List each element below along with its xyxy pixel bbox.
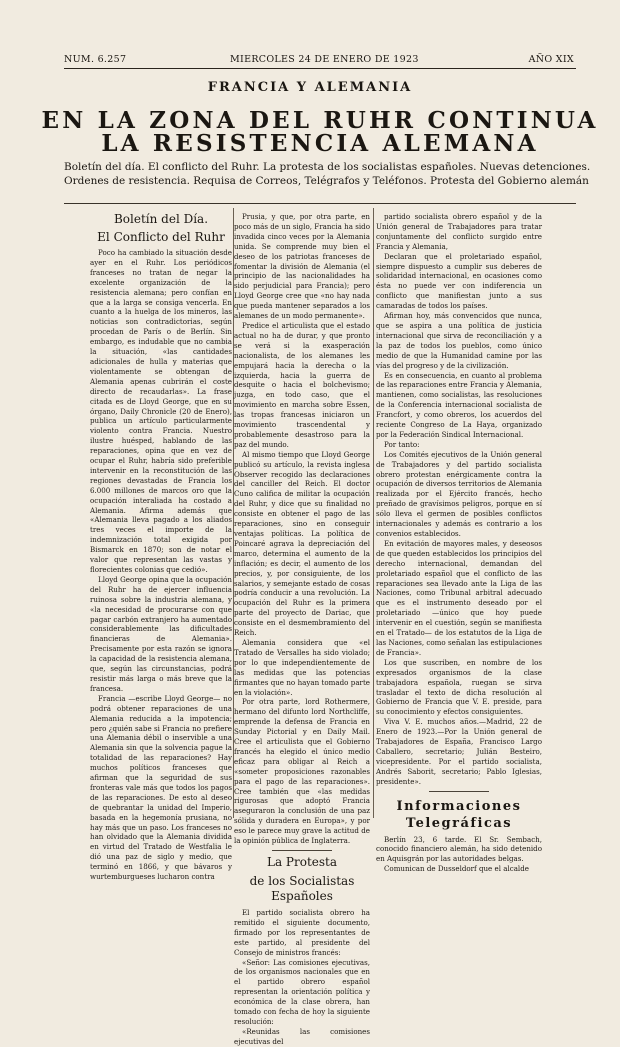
paragraph: Los Comités ejecutivos de la Unión general de Trabajadores y del partido socialista obrero protestan enérgicamente contra la ocupación de diversos territorios de Alemania realizada por el Ejército francés, hecho preñado de gravísimos peligros, porque en sí sólo lleva el germen de posibles conflictos internacionales y además es contrario a los convenios establecidos. <box>376 449 542 538</box>
paragraph: «Reunidas las comisiones ejecutivas del <box>234 1026 370 1046</box>
divider <box>64 203 576 204</box>
masthead <box>64 52 576 69</box>
paragraph: Berlín 23, 6 tarde. El Sr. Sembach, conocido financiero alemán, ha sido detenido en Aquisgrán por las autoridades belgas. <box>376 834 542 864</box>
paragraph: Por tanto: <box>384 439 420 449</box>
column-1 <box>90 212 232 882</box>
paragraph: Los que suscriben, en nombre de los expresados organismos de la clase trabajadora española, ruegan se sirva trasladar el texto de dicha resolución al Gobierno de Francia que V. E. preside, para su conocimiento y efectos consiguientes. <box>376 657 542 717</box>
column-heading: La Protesta <box>266 855 338 869</box>
headline-line-2: LA RESISTENCIA ALEMANA <box>101 130 539 157</box>
subhead-line: Boletín del día. El conflicto del Ruhr. La protesta de los socialistas españoles. Nuevas detenciones. <box>64 161 591 173</box>
column-3 <box>376 212 542 874</box>
ornament-divider <box>429 791 489 792</box>
paragraph: Poco ha cambiado la situación desde ayer en el Ruhr. Los periódicos franceses no tratan de negar la excelente organización de la resistencia alemana; pero confían en que a la larga se consiga vencerla. En cuanto a la huelga de los mineros, las noticias son contradictorias, según procedan de París o de Berlín. Sin embargo, es indudable que no cambia la situación, «las cantidades adicionales de hulla y materias que violentamente se obtengan de Alemania apenas cubrirán el coste directo de recaudarlas». La frase citada es de Lloyd George, que en su órgano, Daily Chronicle (20 de Enero), publica un artículo particularmente violento contra Francia. Nuestro ilustre huésped, hablando de las reparaciones, opina que en vez de ocupar el Ruhr, habría sido preferible intervenir en la reconstitución de las regiones devastadas de Francia los 6.000 millones de marcos oro que la ocupación interaliada ha costado a Alemania. Afirma además que «Alemania lleva pagado a los aliados tres veces el importe de la indemnización total exigida por Bismarck en 1870; son de notar el valor que representan las vastas y florecientes colonias que cedió». <box>90 248 232 574</box>
issue-date: MIERCOLES 24 DE ENERO DE 1923 <box>230 54 419 65</box>
paragraph: partido socialista obrero español y de la Unión general de Trabajadores para tratar conjuntamente del conflicto surgido entre Francia y Alemania, <box>376 212 542 251</box>
paragraph: Prusia, y que, por otra parte, en poco más de un siglo, Francia ha sido invadida cinco veces por la Alemania unida. Se comprende muy bien el deseo de los patriotas franceses de fomentar la división de Alemania (el principio de las nacionalidades ha sido perjudicial para Francia); pero Lloyd George cree que «no hay nada que pueda mantener separados a los alemanes de un modo permanente». <box>234 212 370 321</box>
paragraph: El partido socialista obrero ha remitido el siguiente documento, firmado por los representantes de este partido, al presidente del Consejo de ministros francés: <box>234 908 370 957</box>
column-heading: Boletín del Día. <box>113 212 209 226</box>
column-heading: El Conflicto del Ruhr <box>97 230 225 244</box>
issue-year: AÑO XIX <box>528 54 574 65</box>
paragraph: Alemania considera que «el Tratado de Versalles ha sido violado; por lo que independientemente de las medidas que las potencias firmantes que no hayan tomado parte en la violación». <box>234 637 370 697</box>
paragraph: Viva V. E. muchos años.—Madrid, 22 de Enero de 1923.—Por la Unión general de Trabajadores de España, Francisco Largo Caballero, secretario; Julián Besteiro, vicepresidente. Por el partido socialista, Andrés Saborit, secretario; Pablo Iglesias, presidente». <box>376 717 542 786</box>
subhead-line: Ordenes de resistencia. Requisa de Correos, Telégrafos y Teléfonos. Protesta del Gobierno alemán <box>64 175 589 187</box>
paragraph: Es en consecuencia, en cuanto al problema de las reparaciones entre Francia y Alemania, mantienen, como socialistas, las resoluciones de la Conferencia internacional socialista de Francfort, y como obreros, los acuerdos del reciente Congreso de La Haya, organizado por la Federación Sindical Internacional. <box>376 370 542 439</box>
headline-line-1: EN LA ZONA DEL RUHR CONTINUA <box>41 107 599 134</box>
ornament-divider <box>272 850 332 851</box>
column-2 <box>234 212 370 1046</box>
column-divider <box>373 208 374 818</box>
paragraph: Lloyd George opina que la ocupación del Ruhr ha de ejercer influencia ruinosa sobre la industria alemana, y «la necesidad de procurarse con que pagar carbón extranjero ha aumentado considerablemente las dificultades financieras de Alemania». Precisamente por esta razón se ignora la capacidad de la resistencia alemana, que, según las circunstancias, podrá resistir más larga o más breve que la francesa. <box>90 574 232 693</box>
paragraph: Francia —escribe Lloyd George— no podrá obtener reparaciones de una Alemania reducida a la impotencia; pero ¿quién sabe si Francia no prefiere una Alemania débil o inservible a una Alemania sin que la solvencia pague la totalidad de las reparaciones? Hay muchos políticos franceses que afirman que la seguridad de sus fronteras vale más que todos los pagos de las reparaciones. De esto al deseo de quebrantar la unidad del Imperio, basada en la hegemonía prusiana, no hay más que un paso. Los franceses no han olvidado que la Alemania dividida en virtud del Tratado de Westfalia le dió una paz de siglo y medio, que terminó en 1866, y que bávaros y wurtemburgueses lucharon contra <box>90 693 232 882</box>
column-heading: Informaciones Telegráficas <box>396 798 522 831</box>
paragraph: Predice el articulista que el estado actual no ha de durar, y que pronto se verá si la exasperación nacionalista, de los alemanes les empujará hacia la derecha o la izquierda, hacia la guerra de desquite o hacia el bolchevismo; juzga, en todo caso, que el movimiento en marcha sobre Essen, las tropas francesas iniciaron un movimiento trascendental y probablemente desastroso para la paz del mundo. <box>234 320 370 449</box>
paragraph: «Señor: Las comisiones ejecutivas, de los organismos nacionales que en el partido obrero español representan la orientación política y económica de la clase obrera, han tomado con fecha de hoy la siguiente resolución: <box>234 957 370 1026</box>
paragraph: En evitación de mayores males, y deseosos de que queden establecidos los principios del derecho internacional, demandan del proletariado español que el conflicto de las reparaciones sea llevado ante la Liga de las Naciones, como Tribunal arbitral adecuado que es el instrumento deseado por el proletariado —único que hoy puede intervenir en el cuestión, según se manifiesta en el Tratado— de los estatutos de la Liga de las Naciones, como señalan las estipulaciones de Francia». <box>376 538 542 657</box>
issue-number: NUM. 6.257 <box>64 54 127 65</box>
paragraph: Afirman hoy, más convencidos que nunca, que se aspira a una política de justicia internacional que sirva de reconciliación y a la paz de todos los pueblos, como único medio de que la Humanidad camine por las vías del progreso y de la civilización. <box>376 311 542 370</box>
column-heading: de los Socialistas Españoles <box>249 874 355 903</box>
paragraph: Al mismo tiempo que Lloyd George publicó su artículo, la revista inglesa Observer recogido las declaraciones del canciller del Reich. El doctor Cuno califica de militar la ocupación del Ruhr, y dice que su finalidad no consiste en obtener el pago de las reparaciones, sino en conseguir ventajas políticas. La política de Poincaré agrava la depreciación del marco, determina el aumento de la inflación; es decir, el aumento de los precios, y, por consiguiente, de los salarios, y semejante estado de cosas podría conducir a una revolución. La ocupación del Ruhr es la primera parte del proyecto de Dariac, que consiste en el desmembramiento del Reich. <box>234 449 370 638</box>
section-title: FRANCIA Y ALEMANIA <box>207 80 413 95</box>
paragraph: Declaran que el proletariado español, siempre dispuesto a cumplir sus deberes de solidaridad internacional, en ocasiones como ésta no puede ver con indiferencia un conflicto que manifiestan junto a sus camaradas de todos los países. <box>376 251 542 311</box>
paragraph: Comunican de Dusseldorf que el alcalde <box>384 864 529 874</box>
paragraph: Por otra parte, lord Rothermere, hermano del difunto lord Northcliffe, emprende la defensa de Francia en Sunday Pictorial y en Daily Mail. Cree el articulista que el Gobierno francés ha elegido el único medio eficaz para obligar al Reich a «someter proposiciones razonables para el pago de las reparaciones». Cree también que «las medidas rigurosas que adoptó Francia aseguraron la conclusión de una paz sólida y duradera en Europa», y por eso le parece muy grave la actitud de la opinión pública de Inglaterra. <box>234 697 370 846</box>
subheads <box>64 160 591 188</box>
